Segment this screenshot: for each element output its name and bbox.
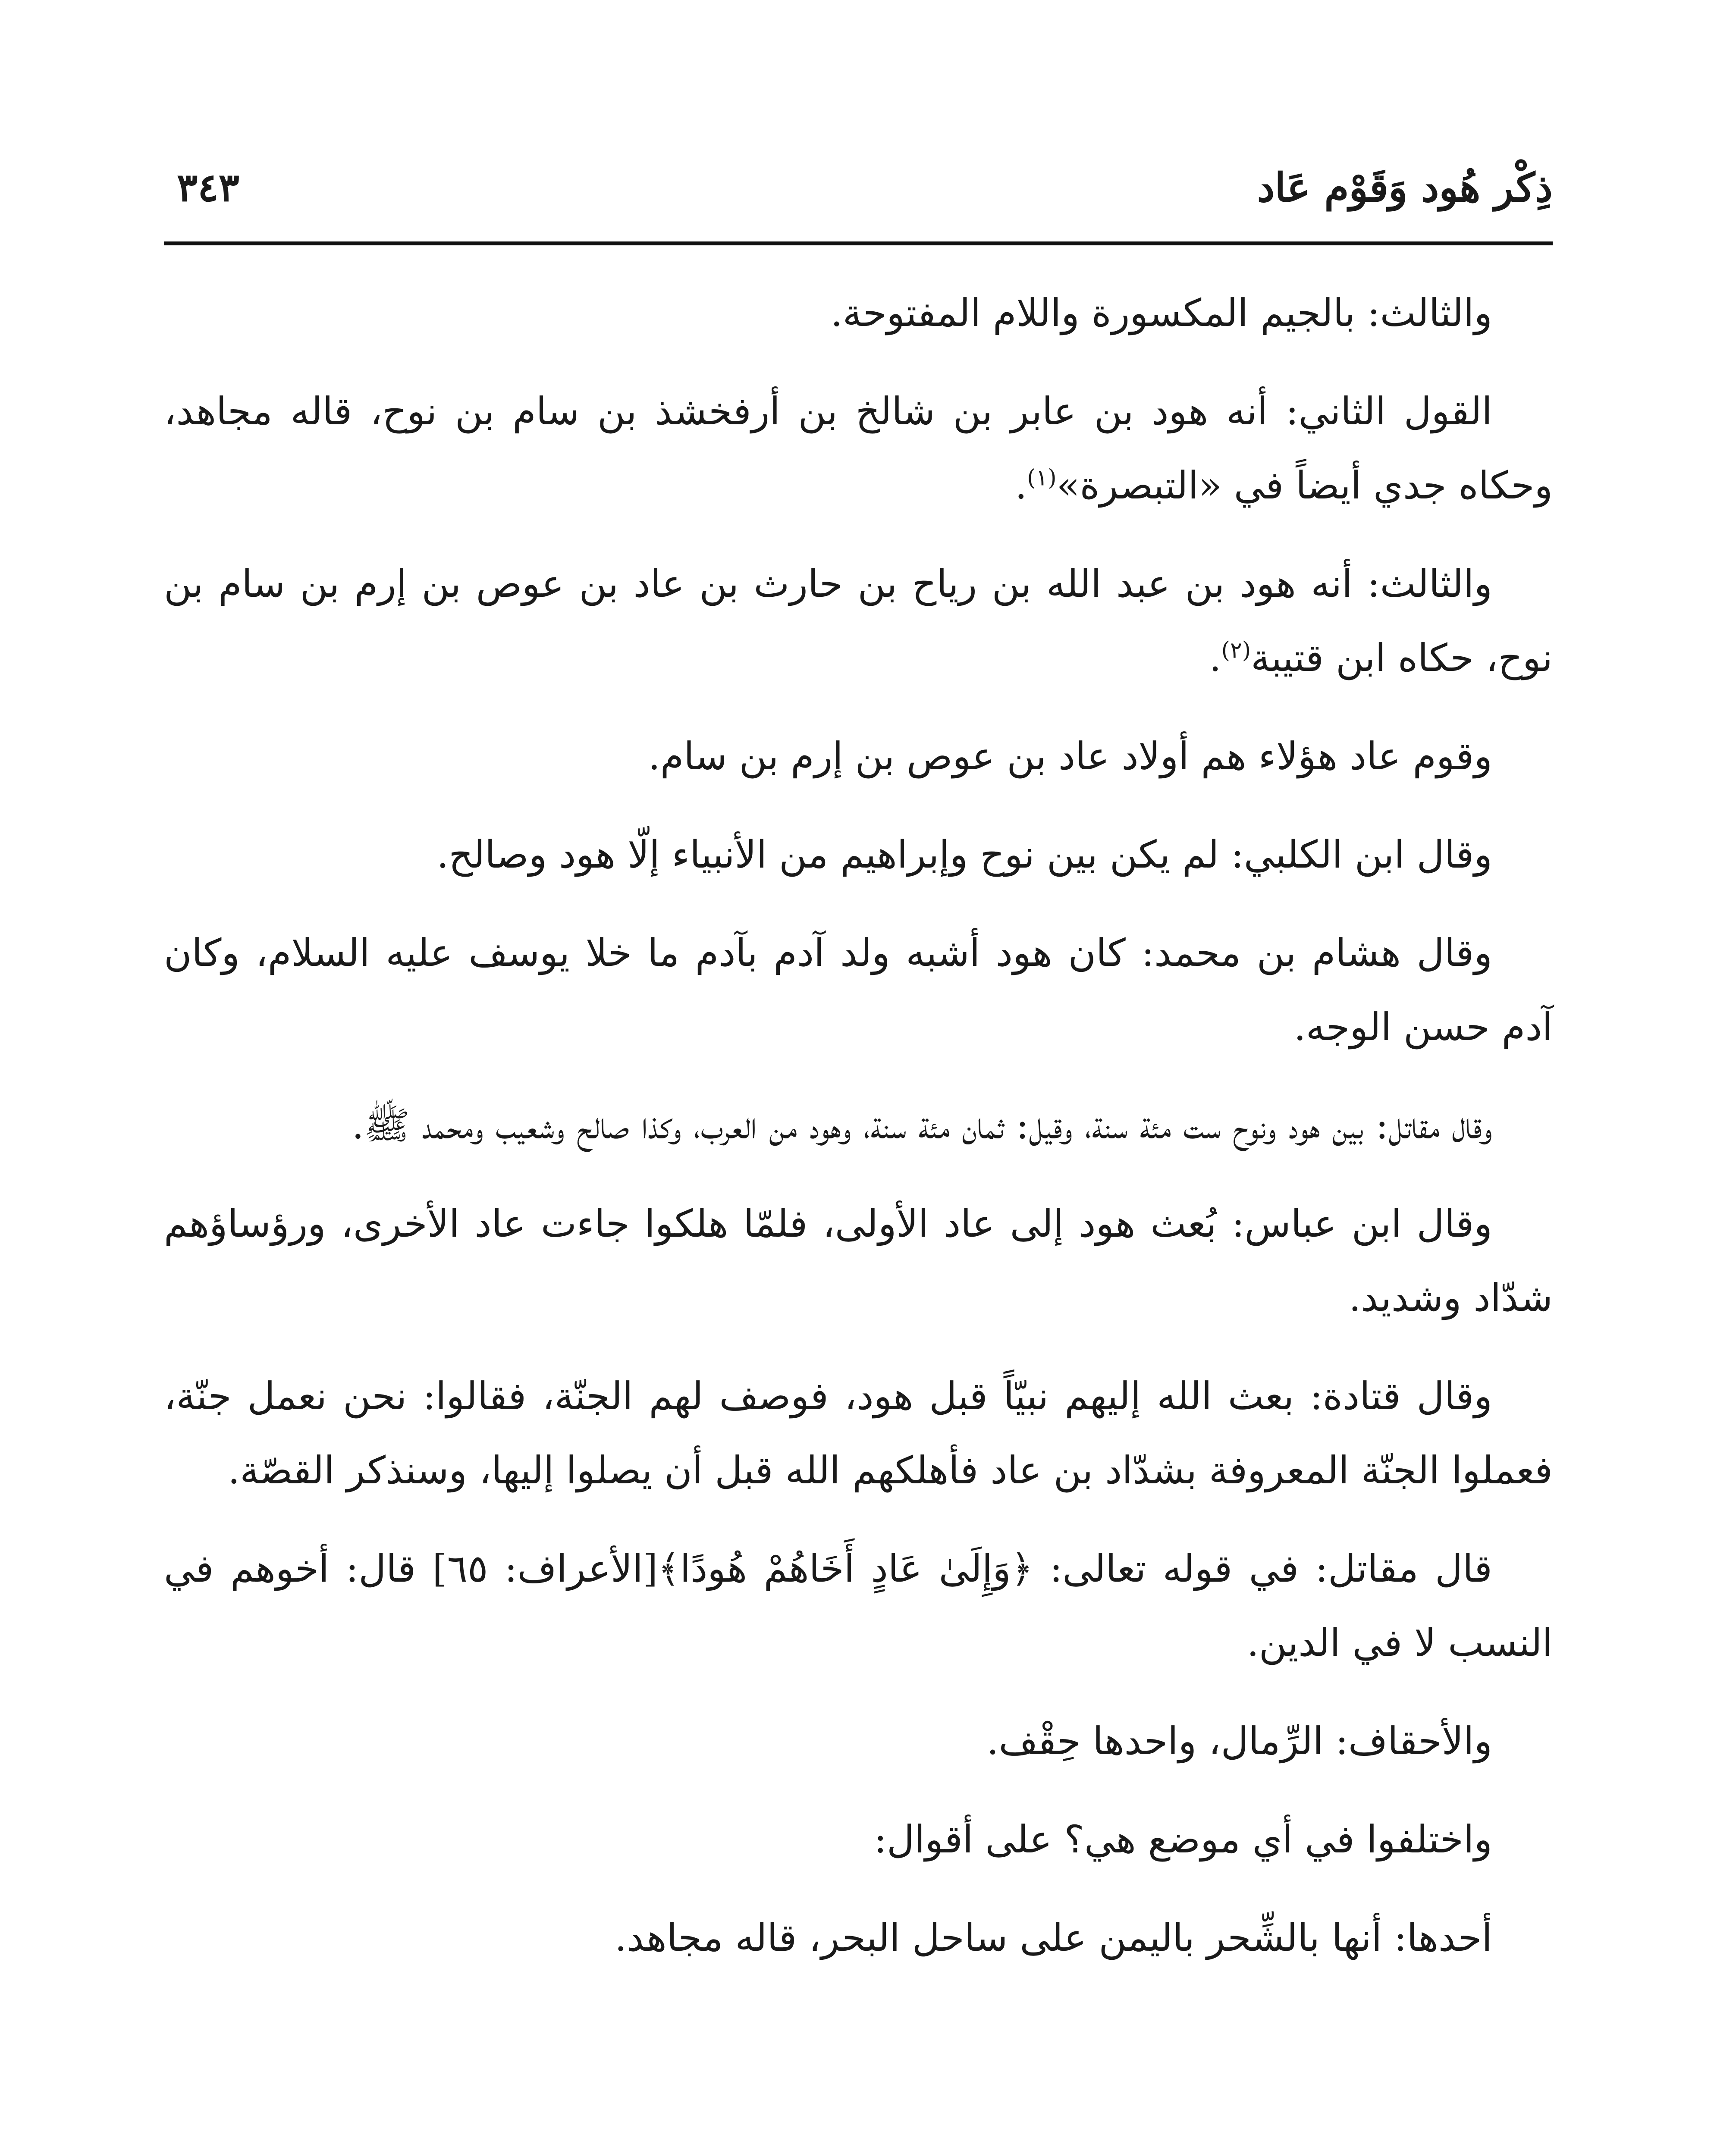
footnote-reference[interactable]: (١) [1027,465,1057,491]
paragraph [164,719,1553,793]
paragraph-text: وقوم عاد هؤلاء هم أولاد عاد بن عوص بن إرم بن سام. [648,734,1492,778]
paragraph [164,547,1553,695]
paragraph [164,1704,1553,1778]
footnote-reference[interactable]: (٢) [1221,637,1251,664]
paragraph-text: والثالث: بالجيم المكسورة واللام المفتوحة. [830,291,1492,335]
paragraph-text: أحدها: أنها بالشِّحر باليمن على ساحل البحر، قاله مجاهد. [615,1915,1492,1960]
paragraph-text: القول الثاني: أنه هود بن عابر بن شالخ بن أرفخشذ بن سام بن نوح، قاله مجاهد، وحكاه جدي أيضاً في «التبصرة» [164,389,1553,508]
body-text [164,276,1553,1999]
paragraph [164,1802,1553,1877]
paragraph-text: والثالث: أنه هود بن عبد الله بن رياح بن حارث بن عاد بن عوص بن إرم بن سام بن نوح، حكاه ابن قتيبة [164,561,1553,680]
paragraph-text: وقال هشام بن محمد: كان هود أشبه ولد آدم بآدم ما خلا يوسف عليه السلام، وكان آدم حسن الوجه. [164,931,1553,1049]
paragraph-text: وقال ابن عباس: بُعث هود إلى عاد الأولى، فلمّا هلكوا جاءت عاد الأخرى، ورؤساؤهم شدّاد وشديد. [164,1201,1553,1320]
paragraph [164,1532,1553,1680]
paragraph-text: وقال مقاتل: بين هود ونوح ست مئة سنة، وقيل: ثمان مئة سنة، وهود من العرب، وكذا صالح وشعيب ومحمد ﷺ. [352,1103,1492,1147]
page-header [164,164,1553,211]
book-page [164,0,1553,2156]
page-number: ٣٤٣ [177,165,240,210]
paragraph [164,374,1553,523]
paragraph-text: وقال ابن الكلبي: لم يكن بين نوح وإبراهيم من الأنبياء إلّا هود وصالح. [436,832,1492,877]
paragraph [164,1088,1553,1163]
paragraph [164,818,1553,892]
paragraph-tail: . [1209,636,1221,680]
paragraph [164,916,1553,1064]
paragraph-text: والأحقاف: الرِّمال، واحدها حِقْف. [986,1719,1492,1763]
paragraph [164,1187,1553,1335]
paragraph [164,1901,1553,1975]
paragraph-text: واختلفوا في أي موضع هي؟ على أقوال: [874,1817,1492,1861]
paragraph [164,1359,1553,1507]
header-rule [164,241,1553,245]
paragraph-text: قال مقاتل: في قوله تعالى: ﴿وَإِلَىٰ عَادٍ أَخَاهُمْ هُودًا﴾[الأعراف: ٦٥] قال: أخوهم في النسب لا في الدين. [164,1546,1553,1665]
paragraph-tail: . [1015,463,1027,508]
paragraph-text: وقال قتادة: بعث الله إليهم نبيّاً قبل هود، فوصف لهم الجنّة، فقالوا: نحن نعمل جنّة، فعملوا الجنّة المعروفة بشدّاد بن عاد فأهلكهم الله قبل أن يصلوا إليها، وسنذكر القصّة. [164,1374,1553,1492]
running-title: ذِكْر هُود وَقَوْم عَاد [1257,164,1553,211]
paragraph [164,276,1553,350]
